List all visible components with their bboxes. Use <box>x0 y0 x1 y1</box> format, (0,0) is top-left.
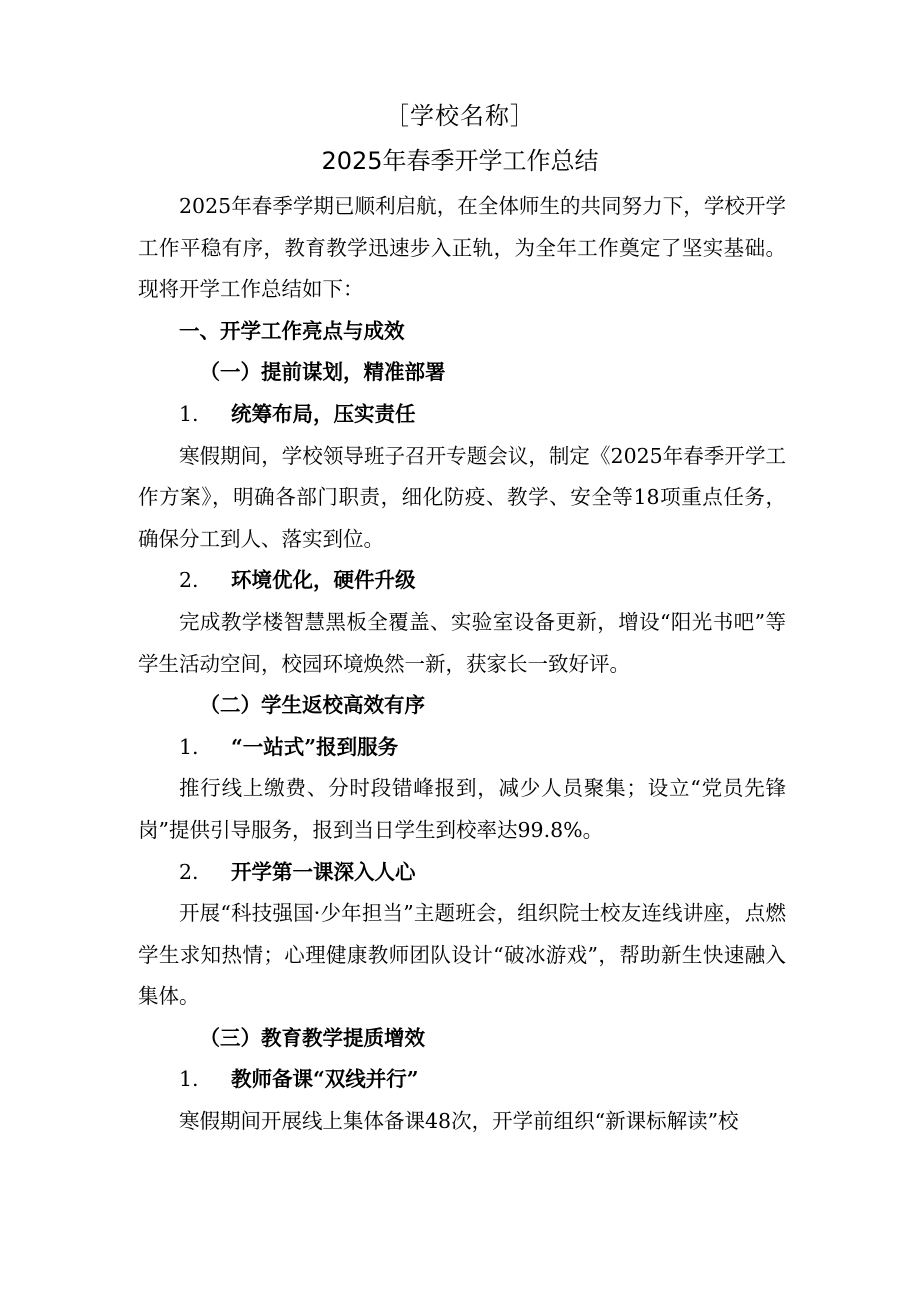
item-title: 教师备课“双线并行” <box>231 1067 419 1092</box>
document-title: 2025年春季开学工作总结 <box>321 147 599 175</box>
item-paragraph-1-2: 完成教学楼智慧黑板全覆盖、实验室设备更新，增设“阳光书吧”等学生活动空间，校园环境焕然一新，获家长一致好评。 <box>138 609 786 676</box>
item-heading-1-1 <box>138 394 786 436</box>
item-number: 2. <box>179 859 199 884</box>
subsection-heading-3: （三）教育教学提质增效 <box>199 1025 425 1050</box>
item-paragraph-2-2: 开展“科技强国·少年担当”主题班会，组织院士校友连线讲座，点燃学生求知热情；心理健康教师团队设计“破冰游戏”，帮助新生快速融入集体。 <box>138 901 786 1009</box>
item-heading-3-1 <box>138 1059 786 1101</box>
section-heading-1: 一、开学工作亮点与成效 <box>179 318 405 343</box>
item-title: 环境优化，硬件升级 <box>231 568 416 593</box>
item-heading-1-2 <box>138 560 786 602</box>
item-paragraph-2-1: 推行线上缴费、分时段错峰报到，减少人员聚集；设立“党员先锋岗”提供引导服务，报到当日学生到校率达99.8%。 <box>138 776 786 842</box>
intro-paragraph: 2025年春季学期已顺利启航，在全体师生的共同努力下，学校开学工作平稳有序，教育教学迅速步入正轨，为全年工作奠定了坚实基础。现将开学工作总结如下： <box>138 194 786 302</box>
item-paragraph-3-1: 寒假期间开展线上集体备课48次，开学前组织“新课标解读”校 <box>179 1109 739 1134</box>
subsection-heading-2: （二）学生返校高效有序 <box>199 693 425 718</box>
item-title: 开学第一课深入人心 <box>231 859 416 884</box>
item-heading-2-2 <box>138 852 786 894</box>
item-heading-2-1 <box>138 727 786 769</box>
item-title: “一站式”报到服务 <box>231 734 399 759</box>
school-name: ［学校名称］ <box>385 102 535 130</box>
document-body <box>138 186 786 1143</box>
item-number: 1. <box>179 734 199 759</box>
subsection-heading-1: （一）提前谋划，精准部署 <box>199 360 446 385</box>
item-number: 1. <box>179 401 199 426</box>
item-paragraph-1-1: 寒假期间，学校领导班子召开专题会议，制定《2025年春季开学工作方案》，明确各部门职责，细化防疫、教学、安全等18项重点任务，确保分工到人、落实到位。 <box>138 443 786 551</box>
item-title: 统筹布局，压实责任 <box>231 401 416 426</box>
item-number: 1. <box>179 1067 199 1092</box>
item-number: 2. <box>179 568 199 593</box>
